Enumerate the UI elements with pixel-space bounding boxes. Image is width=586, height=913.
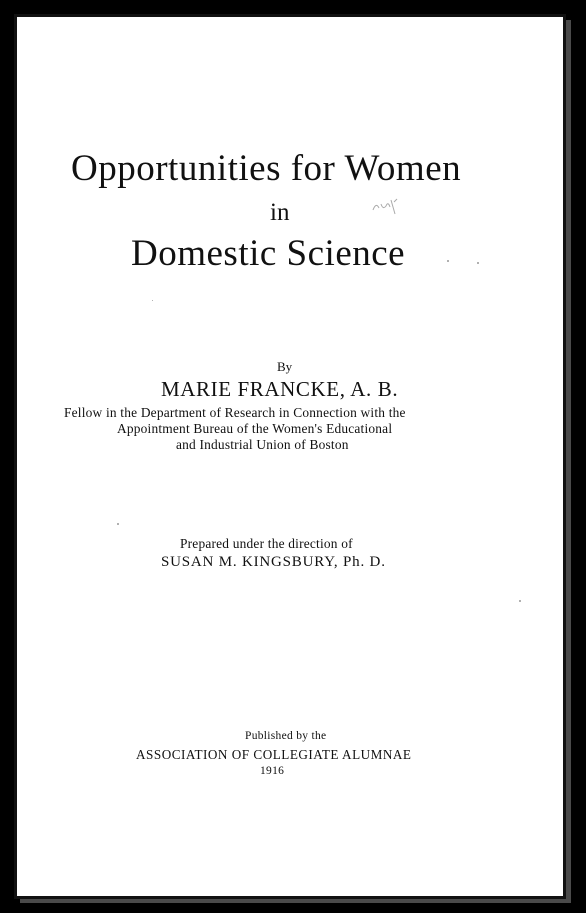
frame-shadow-bottom (20, 898, 571, 903)
scan-speck (447, 260, 449, 262)
title-line-3: Domestic Science (131, 233, 406, 274)
affiliation-line-3: and Industrial Union of Boston (176, 437, 349, 452)
handwritten-mark-icon (370, 196, 400, 218)
scan-speck (519, 600, 521, 602)
affiliation-line-2: Appointment Bureau of the Women's Educational (117, 421, 393, 436)
frame-shadow (566, 20, 571, 898)
scan-speck (477, 262, 479, 264)
scan-speck (152, 300, 153, 301)
scan-speck (117, 523, 119, 525)
director-name: SUSAN M. KINGSBURY, Ph. D. (161, 554, 386, 570)
publisher-name: ASSOCIATION OF COLLEGIATE ALUMNAE (136, 747, 412, 762)
published-by-text: Published by the (245, 730, 327, 742)
publication-year: 1916 (260, 765, 285, 777)
author-name: MARIE FRANCKE, A. B. (161, 377, 399, 401)
title-line-1: Opportunities for Women (71, 148, 462, 189)
prepared-under-text: Prepared under the direction of (180, 536, 353, 551)
title-line-2: in (270, 199, 290, 226)
title-page (15, 15, 565, 898)
affiliation-line-1: Fellow in the Department of Research in Connection with the (64, 405, 406, 420)
byline-label: By (277, 359, 293, 374)
